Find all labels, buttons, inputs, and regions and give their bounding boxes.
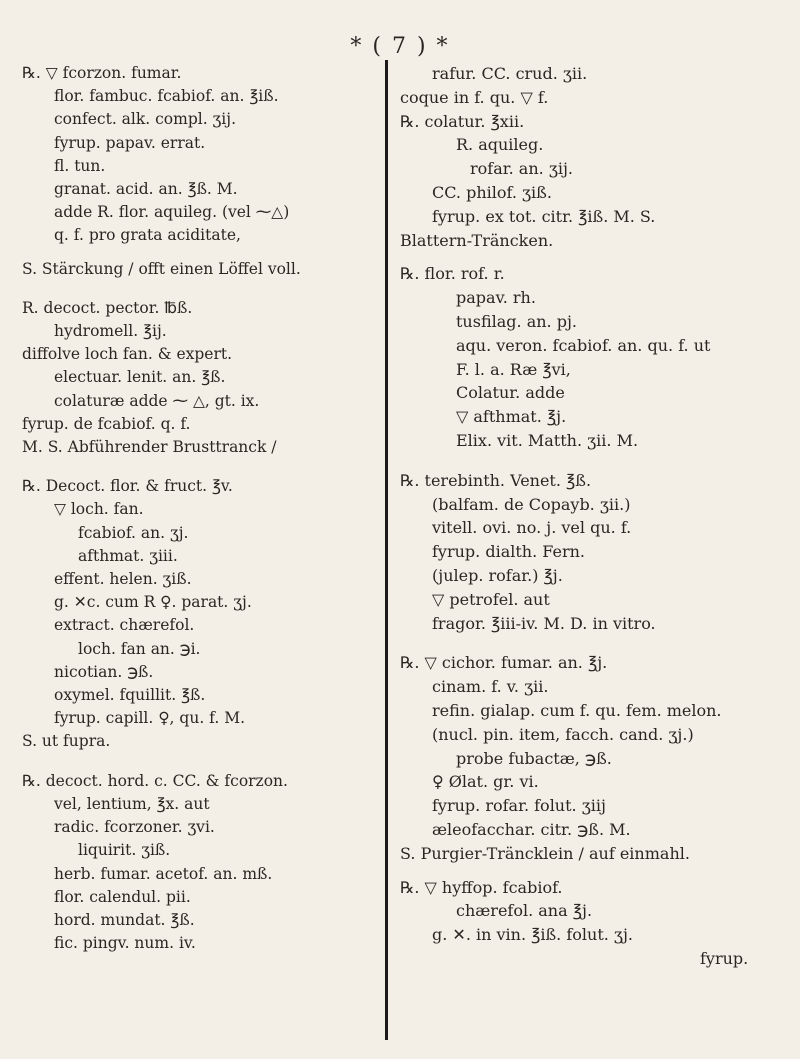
recipe-line: CC. philof. ʒiß. [432,182,552,202]
recipe-line: S. Purgier-Träncklein / auf einmahl. [400,843,690,863]
recipe-line: ℞. colatur. ℥xii. [400,111,525,131]
left-column [22,62,382,955]
recipe-line: fyrup. papav. errat. [54,133,206,152]
recipe-line: granat. acid. an. ℥ß. M. [54,180,238,199]
recipe-line: fragor. ℥iii-iv. M. D. in vitro. [432,613,656,633]
recipe-line: ▽ loch. fan. [54,500,144,519]
recipe-line: coque in f. qu. ▽ f. [400,87,549,107]
recipe-line: fyrup. dialth. Fern. [432,542,585,562]
recipe-line: flor. fambuc. fcabiof. an. ℥iß. [54,87,279,106]
recipe-line: ▽ petrofel. aut [432,589,550,609]
recipe-line: oxymel. fquillit. ℥ß. [54,686,206,705]
right-column [400,62,785,971]
recipe-line: extract. chærefol. [54,616,195,635]
recipe-line: confect. alk. compl. ʒij. [54,110,236,129]
recipe-line: chærefol. ana ℥j. [456,901,593,921]
recipe-line: colaturæ adde ⁓ △, gt. ix. [54,391,260,410]
recipe-line: g. ✕. in vin. ℥iß. folut. ʒj. [432,925,634,945]
column-divider [385,60,388,1040]
recipe-line: tusfilag. an. pj. [456,311,577,331]
recipe-line: fyrup. capill. ♀, qu. f. M. [54,709,246,728]
recipe-line: fl. tun. [54,156,106,175]
recipe-line: ℞. decoct. hord. c. CC. & fcorzon. [22,771,288,790]
recipe-line: ℞. ▽ hyffop. fcabiof. [400,877,563,897]
recipe-line: Blattern-Träncken. [400,230,554,250]
recipe-line: Colatur. adde [456,383,565,403]
recipe-line: nicotian. ℈ß. [54,662,154,681]
recipe-line: ℞. Decoct. flor. & fruct. ℥v. [22,477,233,496]
recipe-line: fcabiof. an. ʒj. [78,523,189,542]
recipe-line: electuar. lenit. an. ℥ß. [54,368,226,387]
recipe-line: R. decoct. pector. ℔ß. [22,298,193,317]
recipe-line: papav. rh. [456,288,536,308]
recipe-line: effent. helen. ʒiß. [54,570,192,589]
recipe-line: rafur. CC. crud. ʒii. [432,64,588,83]
recipe-line: hydromell. ℥ij. [54,322,167,341]
recipe-line: diffolve loch fan. & expert. [22,345,233,364]
recipe-line: fyrup. rofar. folut. ʒiij [432,796,606,816]
recipe-line: ℞. ▽ fcorzon. fumar. [22,64,182,82]
recipe-line: S. Stärckung / offt einen Löffel voll. [22,259,301,278]
recipe-line: fyrup. ex tot. citr. ℥iß. M. S. [432,206,656,226]
recipe-line: vitell. ovi. no. j. vel qu. f. [432,518,632,538]
recipe-line: fic. pingv. num. iv. [54,934,196,953]
recipe-line: (julep. rofar.) ℥j. [432,565,563,585]
recipe-line: cinam. f. v. ʒii. [432,677,549,697]
recipe-line: M. S. Abführender Brusttranck / [22,438,277,457]
recipe-line: afthmat. ʒiii. [78,546,178,565]
recipe-line: F. l. a. Ræ ℥vi, [456,359,571,379]
recipe-line: vel, lentium, ℥x. aut [54,794,210,813]
recipe-line: rofar. an. ʒij. [470,159,574,179]
recipe-line: refin. gialap. cum f. qu. fem. melon. [432,700,722,720]
recipe-line: ♀ Ølat. gr. vi. [432,772,539,792]
recipe-line: loch. fan an. ℈i. [78,639,201,658]
recipe-line: herb. fumar. acetof. an. mß. [54,864,273,883]
recipe-line: ℞. ▽ cichor. fumar. an. ℥j. [400,653,608,673]
recipe-line: S. ut fupra. [22,732,111,751]
recipe-line: ℞. terebinth. Venet. ℥ß. [400,470,592,490]
recipe-line: (balfam. de Copayb. ʒii.) [432,494,631,514]
recipe-line: ℞. flor. rof. r. [400,264,505,284]
recipe-line: R. aquileg. [456,135,544,155]
recipe-line: aqu. veron. fcabiof. an. qu. f. ut [456,335,711,355]
recipe-line: fyrup. [700,948,749,968]
recipe-line: g. ✕c. cum R ♀. parat. ʒj. [54,593,252,612]
recipe-line: ▽ afthmat. ℥j. [456,407,567,427]
recipe-line: radic. fcorzoner. ʒvi. [54,818,215,837]
recipe-line: liquirit. ʒiß. [78,841,171,860]
recipe-line: (nucl. pin. item, facch. cand. ʒj.) [432,724,694,744]
recipe-line: probe fubactæ, ℈ß. [456,748,612,768]
recipe-line: q. f. pro grata aciditate, [54,226,241,245]
recipe-line: flor. calendul. pii. [54,887,191,906]
recipe-line: adde R. flor. aquileg. (vel ⁓△) [54,203,290,222]
recipe-line: Elix. vit. Matth. ʒii. M. [456,430,639,450]
recipe-line: hord. mundat. ℥ß. [54,910,195,929]
page-header: * ( 7 ) * [350,34,450,59]
recipe-line: fyrup. de fcabiof. q. f. [22,414,191,433]
recipe-line: æleofacchar. citr. ℈ß. M. [432,819,631,839]
